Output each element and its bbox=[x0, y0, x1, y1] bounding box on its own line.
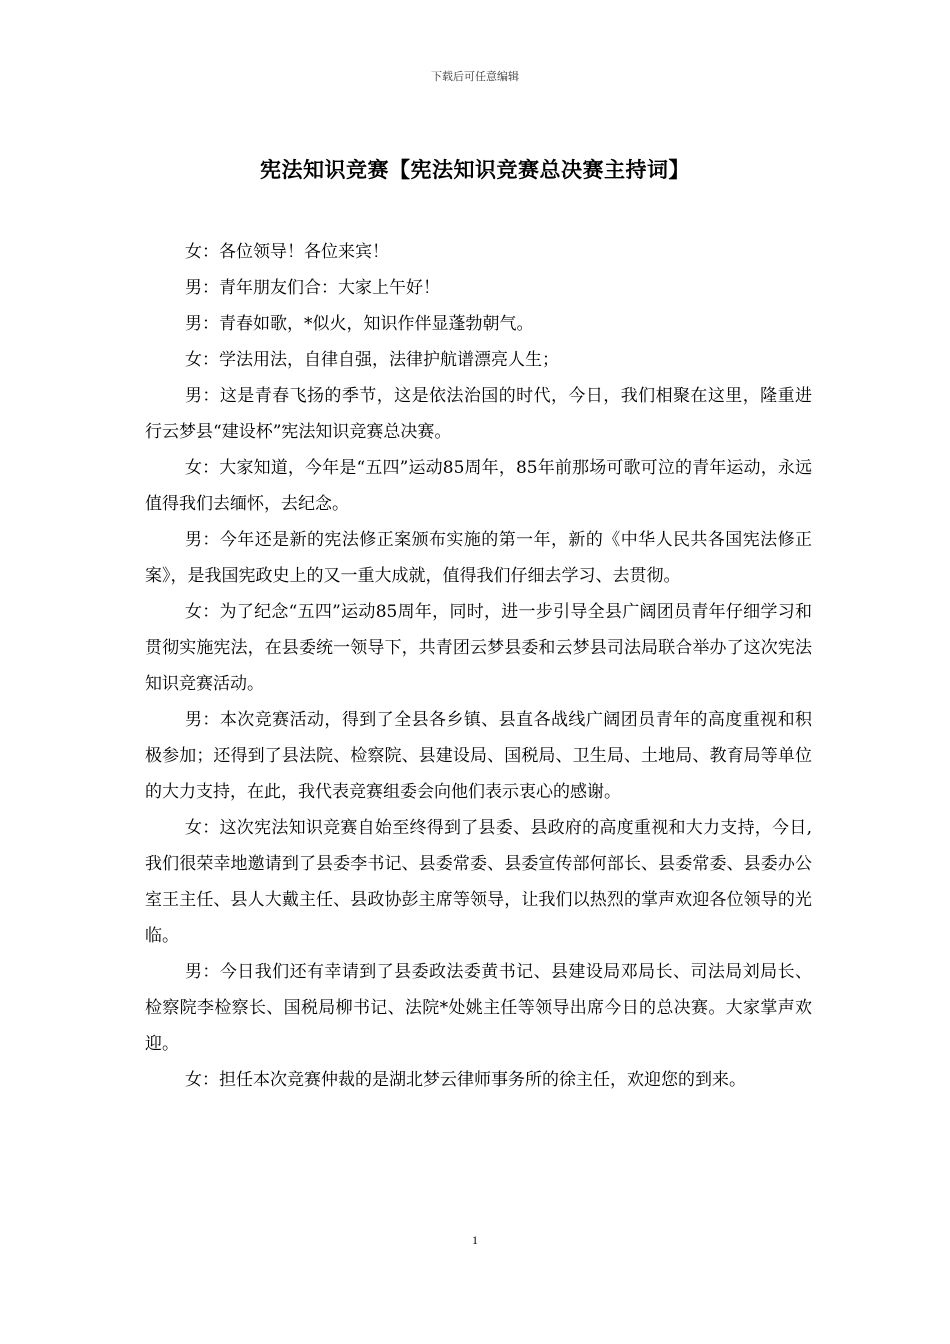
paragraph: 男：青春如歌，*似火，知识作伴显蓬勃朝气。 bbox=[185, 314, 534, 334]
paragraph: 男：青年朋友们合：大家上午好！ bbox=[185, 278, 440, 298]
paragraph: 女：为了纪念“五四”运动85周年，同时，进一步引导全县广阔团员青年仔细学习和贯彻实施宪法，在县委统一领导下，共青团云梦县委和云梦县司法局联合举办了这次宪法知识竞赛活动。 bbox=[145, 602, 812, 694]
paragraph: 女：担任本次竞赛仲裁的是湖北梦云律师事务所的徐主任，欢迎您的到来。 bbox=[185, 1070, 746, 1090]
paragraph: 男：这是青春飞扬的季节，这是依法治国的时代，今日，我们相聚在这里，隆重进行云梦县“建设杯”宪法知识竞赛总决赛。 bbox=[145, 386, 812, 442]
document-body bbox=[145, 234, 812, 1098]
paragraph: 女：这次宪法知识竞赛自始至终得到了县委、县政府的高度重视和大力支持，今日,我们很荣幸地邀请到了县委李书记、县委常委、县委宣传部何部长、县委常委、县委办公室王主任、县人大戴主任、县政协彭主席等领导，让我们以热烈的掌声欢迎各位领导的光临。 bbox=[145, 818, 812, 946]
paragraph: 男：今日我们还有幸请到了县委政法委黄书记、县建设局邓局长、司法局刘局长、检察院李检察长、国税局柳书记、法院*处姚主任等领导出席今日的总决赛。大家掌声欢迎。 bbox=[145, 962, 812, 1054]
paragraph: 女：学法用法，自律自强，法律护航谱漂亮人生； bbox=[185, 350, 559, 370]
paragraph: 女：各位领导！各位来宾！ bbox=[185, 242, 389, 262]
header-note: 下载后可任意编辑 bbox=[431, 70, 519, 83]
page-number: 1 bbox=[472, 1233, 478, 1247]
paragraph: 女：大家知道，今年是“五四”运动85周年，85年前那场可歌可泣的青年运动，永远值得我们去缅怀，去纪念。 bbox=[145, 458, 812, 514]
paragraph: 男：今年还是新的宪法修正案颁布实施的第一年，新的《中华人民共各国宪法修正案》，是我国宪政史上的又一重大成就，值得我们仔细去学习、去贯彻。 bbox=[145, 530, 812, 586]
document-title: 宪法知识竞赛【宪法知识竞赛总决赛主持词】 bbox=[260, 157, 690, 182]
paragraph: 男：本次竞赛活动，得到了全县各乡镇、县直各战线广阔团员青年的高度重视和积极参加；还得到了县法院、检察院、县建设局、国税局、卫生局、土地局、教育局等单位的大力支持，在此，我代表竞赛组委会向他们表示衷心的感谢。 bbox=[145, 710, 812, 802]
